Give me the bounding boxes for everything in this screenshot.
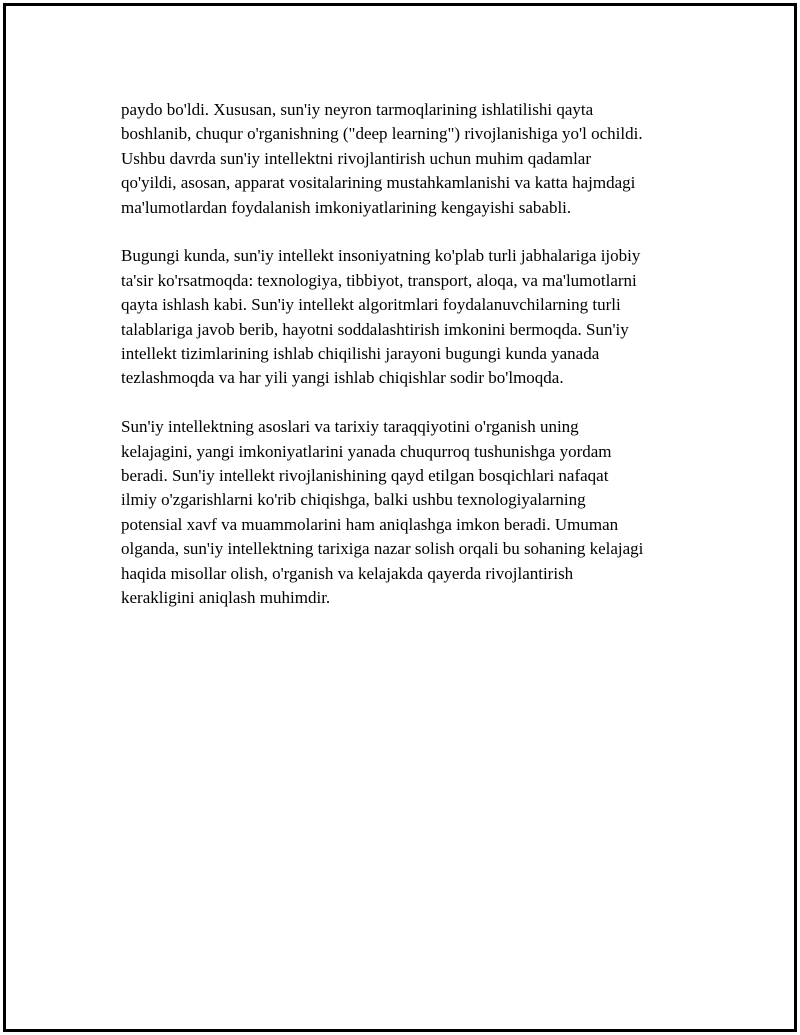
text-line: talablariga javob berib, hayotni soddalashtirish imkonini bermoqda. Sun'iy	[121, 319, 629, 339]
text-line: beradi. Sun'iy intellekt rivojlanishining qayd etilgan bosqichlari nafaqat	[121, 466, 609, 486]
text-line: Sun'iy intellektning asoslari va tarixiy taraqqiyotini o'rganish uning	[121, 417, 579, 437]
text-line: tezlashmoqda va har yili yangi ishlab chiqishlar sodir bo'lmoqda.	[121, 368, 564, 388]
text-line: potensial xavf va muammolarini ham aniqlashga imkon beradi. Umuman	[121, 514, 619, 534]
text-line: ilmiy o'zgarishlarni ko'rib chiqishga, balki ushbu texnologiyalarning	[121, 490, 586, 510]
paragraph-3	[121, 415, 701, 610]
text-line: haqida misollar olish, o'rganish va kelajakda qayerda rivojlantirish	[121, 563, 574, 583]
page-frame	[3, 3, 797, 1032]
text-line: boshlanib, chuqur o'rganishning ("deep learning") rivojlanishiga yo'l ochildi.	[121, 124, 643, 144]
text-line: qayta ishlash kabi. Sun'iy intellekt algoritmlari foydalanuvchilarning turli	[121, 295, 621, 315]
document-body	[121, 98, 701, 635]
paragraph-2	[121, 244, 701, 390]
text-line: Ushbu davrda sun'iy intellektni rivojlantirish uchun muhim qadamlar	[121, 148, 592, 168]
text-line: Bugungi kunda, sun'iy intellekt insoniyatning ko'plab turli jabhalariga ijobiy	[121, 246, 641, 266]
text-line: paydo bo'ldi. Xususan, sun'iy neyron tarmoqlarining ishlatilishi qayta	[121, 100, 594, 119]
text-line: olganda, sun'iy intellektning tarixiga nazar solish orqali bu sohaning kelajagi	[121, 539, 644, 559]
paragraph-1	[121, 98, 701, 220]
text-line: kerakligini aniqlash muhimdir.	[121, 588, 331, 608]
text-line: kelajagini, yangi imkoniyatlarini yanada chuqurroq tushunishga yordam	[121, 441, 612, 461]
text-line: ma'lumotlardan foydalanish imkoniyatlarining kengayishi sababli.	[121, 197, 572, 217]
text-line: intellekt tizimlarining ishlab chiqilishi jarayoni bugungi kunda yanada	[121, 344, 600, 364]
text-line: ta'sir ko'rsatmoqda: texnologiya, tibbiyot, transport, aloqa, va ma'lumotlarni	[121, 270, 637, 290]
text-line: qo'yildi, asosan, apparat vositalarining mustahkamlanishi va katta hajmdagi	[121, 173, 636, 193]
